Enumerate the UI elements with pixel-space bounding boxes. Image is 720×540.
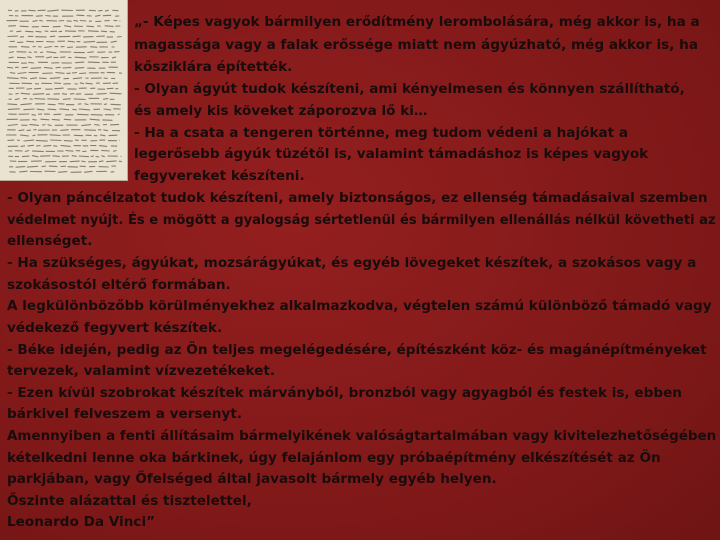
handwriting-stroke bbox=[19, 130, 25, 131]
handwriting-stroke bbox=[16, 167, 26, 168]
handwriting-stroke bbox=[64, 141, 73, 142]
handwriting-stroke bbox=[47, 99, 59, 100]
handwriting-stroke bbox=[79, 109, 90, 110]
handwriting-stroke bbox=[88, 62, 100, 63]
handwriting-stroke bbox=[103, 130, 108, 131]
handwriting-stroke bbox=[33, 21, 38, 22]
manuscript-image bbox=[0, 0, 128, 181]
handwriting-stroke bbox=[53, 146, 57, 147]
handwriting-stroke bbox=[111, 104, 121, 105]
handwriting-stroke bbox=[7, 67, 13, 68]
handwriting-stroke bbox=[94, 125, 99, 126]
handwriting-stroke bbox=[98, 10, 102, 11]
handwriting-stroke bbox=[84, 41, 96, 42]
handwriting-stroke bbox=[84, 104, 88, 105]
handwriting-stroke bbox=[45, 16, 50, 17]
letter-line-6: - Ha a csata a tengeren történne, meg tudom védeni a hajókat a bbox=[134, 125, 629, 141]
handwriting-stroke bbox=[36, 16, 43, 17]
handwriting-stroke bbox=[48, 125, 52, 126]
handwriting-stroke bbox=[60, 130, 68, 131]
handwriting-stroke bbox=[16, 31, 21, 32]
handwriting-stroke bbox=[58, 172, 67, 173]
handwriting-stroke bbox=[72, 109, 76, 110]
handwriting-stroke bbox=[66, 151, 74, 152]
handwriting-stroke bbox=[9, 52, 14, 53]
letter-line-18: - Ezen kívül szobrokat készítek márványból, bronzból vagy agyagból és festek is, ebben bbox=[7, 385, 682, 401]
handwriting-stroke bbox=[112, 57, 116, 58]
letter-line-22: parkjában, vagy Őfelséged által javasolt bármely egyéb helyen. bbox=[7, 471, 497, 487]
handwriting-stroke bbox=[101, 156, 104, 157]
handwriting-stroke bbox=[55, 73, 64, 74]
handwriting-stroke bbox=[97, 94, 107, 95]
letter-line-11: ellenséget. bbox=[7, 233, 93, 249]
handwriting-stroke bbox=[27, 57, 31, 58]
handwriting-stroke bbox=[25, 31, 33, 32]
handwriting-stroke bbox=[7, 78, 19, 79]
handwriting-stroke bbox=[39, 20, 43, 21]
handwriting-stroke bbox=[80, 83, 84, 84]
handwriting-stroke bbox=[88, 31, 99, 32]
letter-line-19: bárkivel felveszem a versenyt. bbox=[7, 406, 242, 422]
handwriting-stroke bbox=[100, 135, 105, 136]
handwriting-stroke bbox=[64, 26, 71, 27]
handwriting-stroke bbox=[17, 140, 20, 141]
handwriting-stroke bbox=[33, 94, 45, 95]
handwriting-stroke bbox=[37, 109, 45, 110]
handwriting-stroke bbox=[8, 109, 20, 110]
handwriting-stroke bbox=[73, 36, 81, 37]
handwriting-stroke bbox=[39, 78, 47, 79]
handwriting-stroke bbox=[84, 130, 96, 131]
letter-line-16: - Béke idején, pedig az Ön teljes megelégedésére, építészként köz- és magánépítményeket bbox=[7, 342, 707, 358]
handwriting-stroke bbox=[7, 104, 17, 105]
handwriting-stroke bbox=[113, 151, 117, 152]
handwriting-stroke bbox=[47, 10, 59, 11]
handwriting-stroke bbox=[27, 166, 38, 167]
letter-line-7: legerősebb ágyúk tüzétől is, valamint támadáshoz is képes vagyok bbox=[134, 146, 649, 162]
handwriting-stroke bbox=[46, 57, 52, 58]
handwriting-stroke bbox=[59, 109, 69, 110]
handwriting-stroke bbox=[44, 67, 53, 68]
handwriting-stroke bbox=[20, 135, 29, 136]
handwriting-stroke bbox=[75, 57, 87, 58]
handwriting-stroke bbox=[62, 94, 67, 95]
letter-line-20: Amennyiben a fenti állításaim bármelyikének valóságtartalmában vagy kivitelezhetőségében bbox=[7, 428, 717, 444]
handwriting-stroke bbox=[24, 140, 35, 141]
handwriting-stroke bbox=[101, 150, 109, 151]
handwriting-stroke bbox=[21, 47, 29, 48]
letter-line-24: Leonardo Da Vinci” bbox=[7, 514, 156, 530]
handwriting-stroke bbox=[42, 125, 45, 126]
letter-line-8: fegyvereket készíteni. bbox=[134, 168, 305, 184]
handwriting-stroke bbox=[91, 156, 94, 157]
handwriting-stroke bbox=[15, 99, 20, 100]
handwriting-stroke bbox=[60, 57, 65, 58]
handwriting-stroke bbox=[81, 161, 85, 162]
handwriting-stroke bbox=[46, 52, 56, 53]
handwriting-stroke bbox=[8, 125, 18, 126]
handwriting-stroke bbox=[28, 10, 35, 11]
handwriting-stroke bbox=[18, 73, 27, 74]
handwriting-stroke bbox=[31, 68, 42, 69]
handwriting-stroke bbox=[54, 88, 63, 89]
handwriting-stroke bbox=[28, 62, 34, 63]
handwriting-stroke bbox=[56, 67, 61, 68]
handwriting-stroke bbox=[22, 156, 29, 157]
handwriting-stroke bbox=[21, 93, 30, 94]
handwriting-stroke bbox=[104, 109, 112, 110]
handwriting-stroke bbox=[27, 130, 31, 131]
handwriting-stroke bbox=[32, 115, 36, 116]
handwriting-stroke bbox=[64, 119, 71, 120]
handwriting-stroke bbox=[63, 67, 72, 68]
handwriting-stroke bbox=[50, 36, 56, 37]
letter-line-14: A legkülönbözőbb körülményekhez alkalmazkodva, végtelen számú különböző támadó vagy bbox=[7, 298, 712, 314]
handwriting-stroke bbox=[110, 124, 119, 125]
letter-line-3: kősziklára építették. bbox=[134, 59, 293, 75]
handwriting-stroke bbox=[104, 104, 107, 105]
letter-line-21: kételkedni lenne oka bárkinek, úgy felajánlom egy próbaépítmény elkészítését az Ön bbox=[7, 450, 661, 466]
handwriting-stroke bbox=[43, 145, 51, 146]
handwriting-stroke bbox=[90, 47, 97, 48]
letter-line-12: - Ha szükséges, ágyúkat, mozsárágyúkat, és egyéb lövegeket készítek, a szokásos vagy a bbox=[7, 255, 697, 271]
handwriting-stroke bbox=[32, 151, 44, 152]
handwriting-stroke bbox=[101, 31, 107, 32]
handwriting-stroke bbox=[50, 135, 61, 136]
handwriting-stroke bbox=[106, 161, 116, 162]
handwriting-stroke bbox=[52, 119, 60, 120]
handwriting-stroke bbox=[29, 124, 39, 125]
letter-line-1: „- Képes vagyok bármilyen erődítmény lerombolására, még akkor is, ha a bbox=[134, 14, 700, 30]
handwriting-stroke bbox=[40, 119, 49, 120]
handwriting-stroke bbox=[79, 156, 89, 157]
handwriting-stroke bbox=[48, 109, 57, 110]
letter-line-10: védelmet nyújt. És e mögött a gyalogság sértetlenül és bármilyen ellenállás nélkül követheti az bbox=[7, 212, 716, 228]
handwriting-stroke bbox=[85, 83, 92, 84]
handwriting-stroke bbox=[73, 78, 82, 79]
handwriting-stroke bbox=[91, 115, 103, 116]
handwriting-stroke bbox=[25, 151, 29, 152]
handwriting-stroke bbox=[27, 89, 32, 90]
handwriting-stroke bbox=[30, 78, 37, 79]
letter-line-9: - Olyan páncélzatot tudok készíteni, amely biztonságos, ez ellenség támadásaival szemben bbox=[7, 190, 708, 206]
handwriting-stroke bbox=[70, 161, 80, 162]
handwriting-stroke bbox=[49, 166, 58, 167]
handwriting-stroke bbox=[117, 37, 122, 38]
handwriting-stroke bbox=[44, 47, 52, 48]
handwriting-stroke bbox=[118, 114, 120, 115]
handwriting-stroke bbox=[52, 156, 59, 157]
handwriting-stroke bbox=[72, 156, 77, 157]
handwriting-stroke bbox=[61, 145, 71, 146]
handwriting-stroke bbox=[67, 21, 72, 22]
handwriting-stroke bbox=[86, 26, 94, 27]
letter-line-23: Őszinte alázattal és tisztelettel, bbox=[7, 493, 252, 509]
handwriting-stroke bbox=[74, 20, 79, 21]
letter-line-13: szokásostól eltérő formában. bbox=[7, 277, 231, 293]
handwriting-stroke bbox=[103, 99, 108, 100]
handwriting-stroke bbox=[63, 99, 71, 100]
handwriting-stroke bbox=[72, 73, 77, 74]
handwriting-stroke bbox=[77, 114, 89, 115]
handwriting-stroke bbox=[99, 161, 104, 162]
handwriting-stroke bbox=[17, 57, 26, 58]
handwriting-stroke bbox=[36, 31, 42, 32]
handwriting-stroke bbox=[105, 26, 114, 27]
handwriting-stroke bbox=[32, 119, 36, 120]
letter-line-4: - Olyan ágyút tudok készíteni, ami kényelmesen és könnyen szállítható, bbox=[134, 81, 685, 97]
handwriting-stroke bbox=[99, 146, 107, 147]
letter-line-17: tervezek, valamint vízvezetékeket. bbox=[7, 363, 275, 379]
handwriting-stroke bbox=[70, 94, 74, 95]
handwriting-stroke bbox=[95, 15, 100, 16]
handwriting-stroke bbox=[50, 78, 60, 79]
letter-line-5: és amely kis köveket záporozva lő ki… bbox=[134, 103, 428, 119]
handwriting-stroke bbox=[20, 78, 27, 79]
letter-line-15: védekező fegyvert készítek. bbox=[7, 320, 223, 336]
handwriting-stroke bbox=[59, 21, 64, 22]
handwriting-stroke bbox=[21, 146, 25, 147]
handwriting-stroke bbox=[74, 99, 86, 100]
handwriting-stroke bbox=[50, 140, 61, 141]
handwriting-stroke bbox=[33, 135, 36, 136]
handwriting-stroke bbox=[111, 41, 117, 42]
handwriting-stroke bbox=[110, 93, 122, 94]
letter-line-2: magassága vagy a falak erőssége miatt nem ágyúzható, még akkor is, ha bbox=[134, 37, 699, 53]
handwriting-stroke bbox=[23, 109, 34, 110]
handwriting-stroke bbox=[42, 166, 46, 167]
handwriting-stroke bbox=[68, 41, 75, 42]
handwriting-stroke bbox=[26, 41, 34, 42]
handwriting-stroke bbox=[81, 125, 91, 126]
handwriting-stroke bbox=[19, 171, 27, 172]
manuscript-handwriting bbox=[0, 0, 127, 180]
handwriting-stroke bbox=[87, 52, 94, 53]
handwriting-stroke bbox=[105, 10, 109, 11]
handwriting-stroke bbox=[36, 140, 48, 141]
handwriting-stroke bbox=[90, 119, 100, 120]
handwriting-stroke bbox=[75, 68, 84, 69]
handwriting-stroke bbox=[10, 73, 15, 74]
handwriting-stroke bbox=[32, 156, 39, 157]
handwriting-stroke bbox=[22, 67, 28, 68]
handwriting-stroke bbox=[84, 171, 92, 172]
handwriting-stroke bbox=[80, 21, 87, 22]
handwriting-stroke bbox=[21, 104, 32, 105]
handwriting-stroke bbox=[9, 57, 14, 58]
handwriting-stroke bbox=[20, 26, 29, 27]
handwriting-stroke bbox=[28, 145, 34, 146]
handwriting-stroke bbox=[75, 62, 84, 63]
handwriting-stroke bbox=[34, 88, 41, 89]
handwriting-stroke bbox=[34, 99, 45, 100]
handwriting-stroke bbox=[15, 93, 18, 94]
